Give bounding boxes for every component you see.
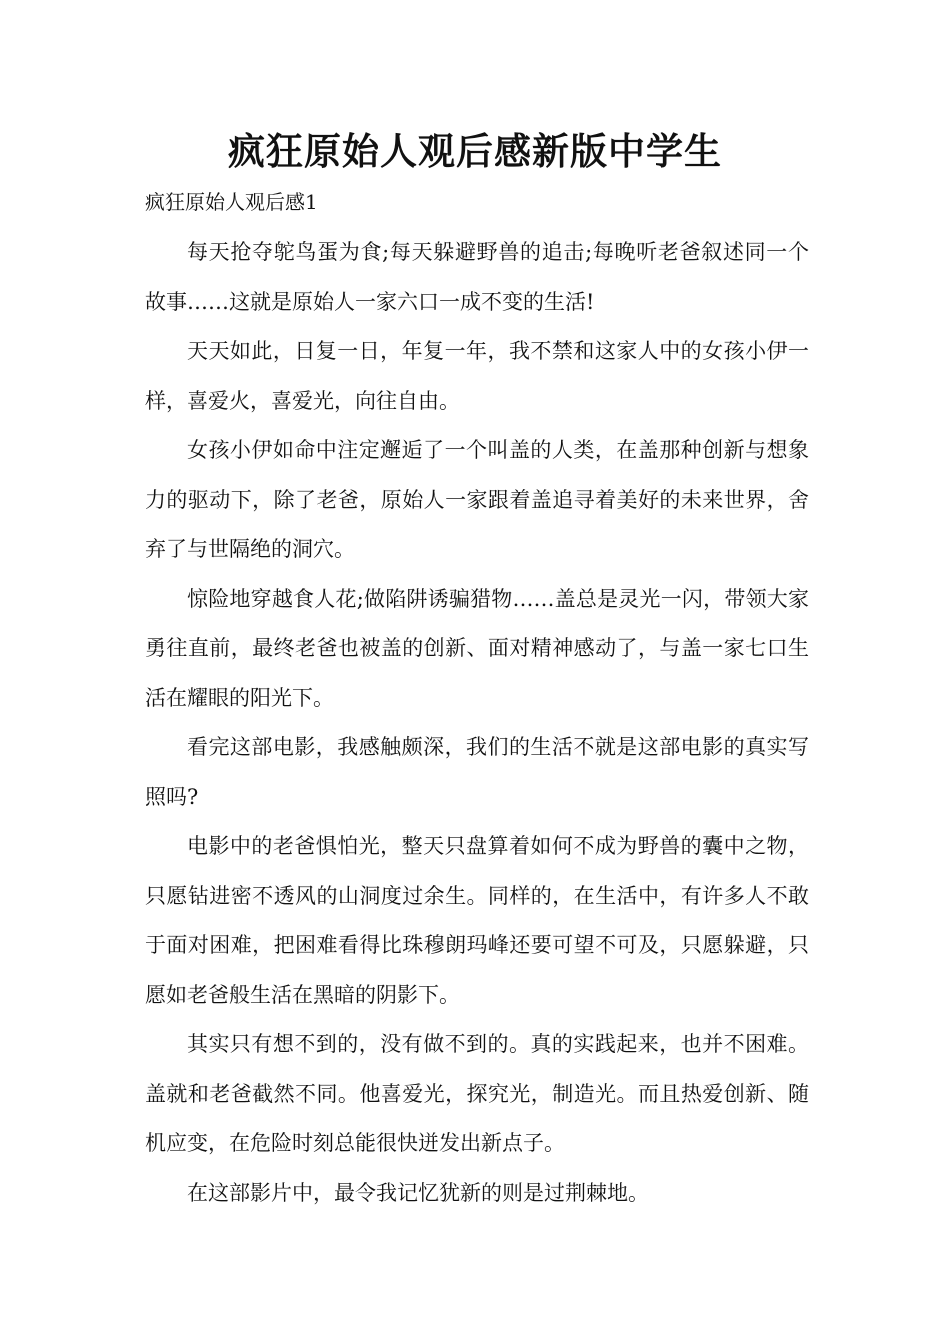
paragraph: 天天如此，日复一日，年复一年，我不禁和这家人中的女孩小伊一样，喜爱火，喜爱光，向往自由。 bbox=[145, 339, 809, 413]
document-subtitle: 疯狂原始人观后感1 bbox=[145, 190, 318, 214]
paragraph: 女孩小伊如命中注定邂逅了一个叫盖的人类，在盖那种创新与想象力的驱动下，除了老爸，原始人一家跟着盖追寻着美好的未来世界，舍弃了与世隔绝的洞穴。 bbox=[145, 438, 809, 561]
paragraph: 惊险地穿越食人花;做陷阱诱骗猎物……盖总是灵光一闪，带领大家勇往直前，最终老爸也被盖的创新、面对精神感动了，与盖一家七口生活在耀眼的阳光下。 bbox=[145, 586, 809, 710]
paragraph: 看完这部电影，我感触颇深，我们的生活不就是这部电影的真实写照吗? bbox=[145, 735, 809, 809]
document-body bbox=[145, 228, 809, 1218]
paragraph: 电影中的老爸惧怕光，整天只盘算着如何不成为野兽的囊中之物，只愿钻进密不透风的山洞度过余生。同样的，在生活中，有许多人不敢于面对困难，把困难看得比珠穆朗玛峰还要可望不可及，只愿躲避，只愿如老爸般生活在黑暗的阴影下。 bbox=[145, 834, 809, 1007]
paragraph: 每天抢夺鸵鸟蛋为食;每天躲避野兽的追击;每晚听老爸叙述同一个故事……这就是原始人一家六口一成不变的生活! bbox=[145, 240, 809, 314]
paragraph: 在这部影片中，最令我记忆犹新的则是过荆棘地。 bbox=[187, 1180, 649, 1205]
paragraph: 其实只有想不到的，没有做不到的。真的实践起来，也并不困难。盖就和老爸截然不同。他喜爱光，探究光，制造光。而且热爱创新、随机应变，在危险时刻总能很快迸发出新点子。 bbox=[145, 1032, 809, 1155]
document-title: 疯狂原始人观后感新版中学生 bbox=[228, 130, 722, 173]
